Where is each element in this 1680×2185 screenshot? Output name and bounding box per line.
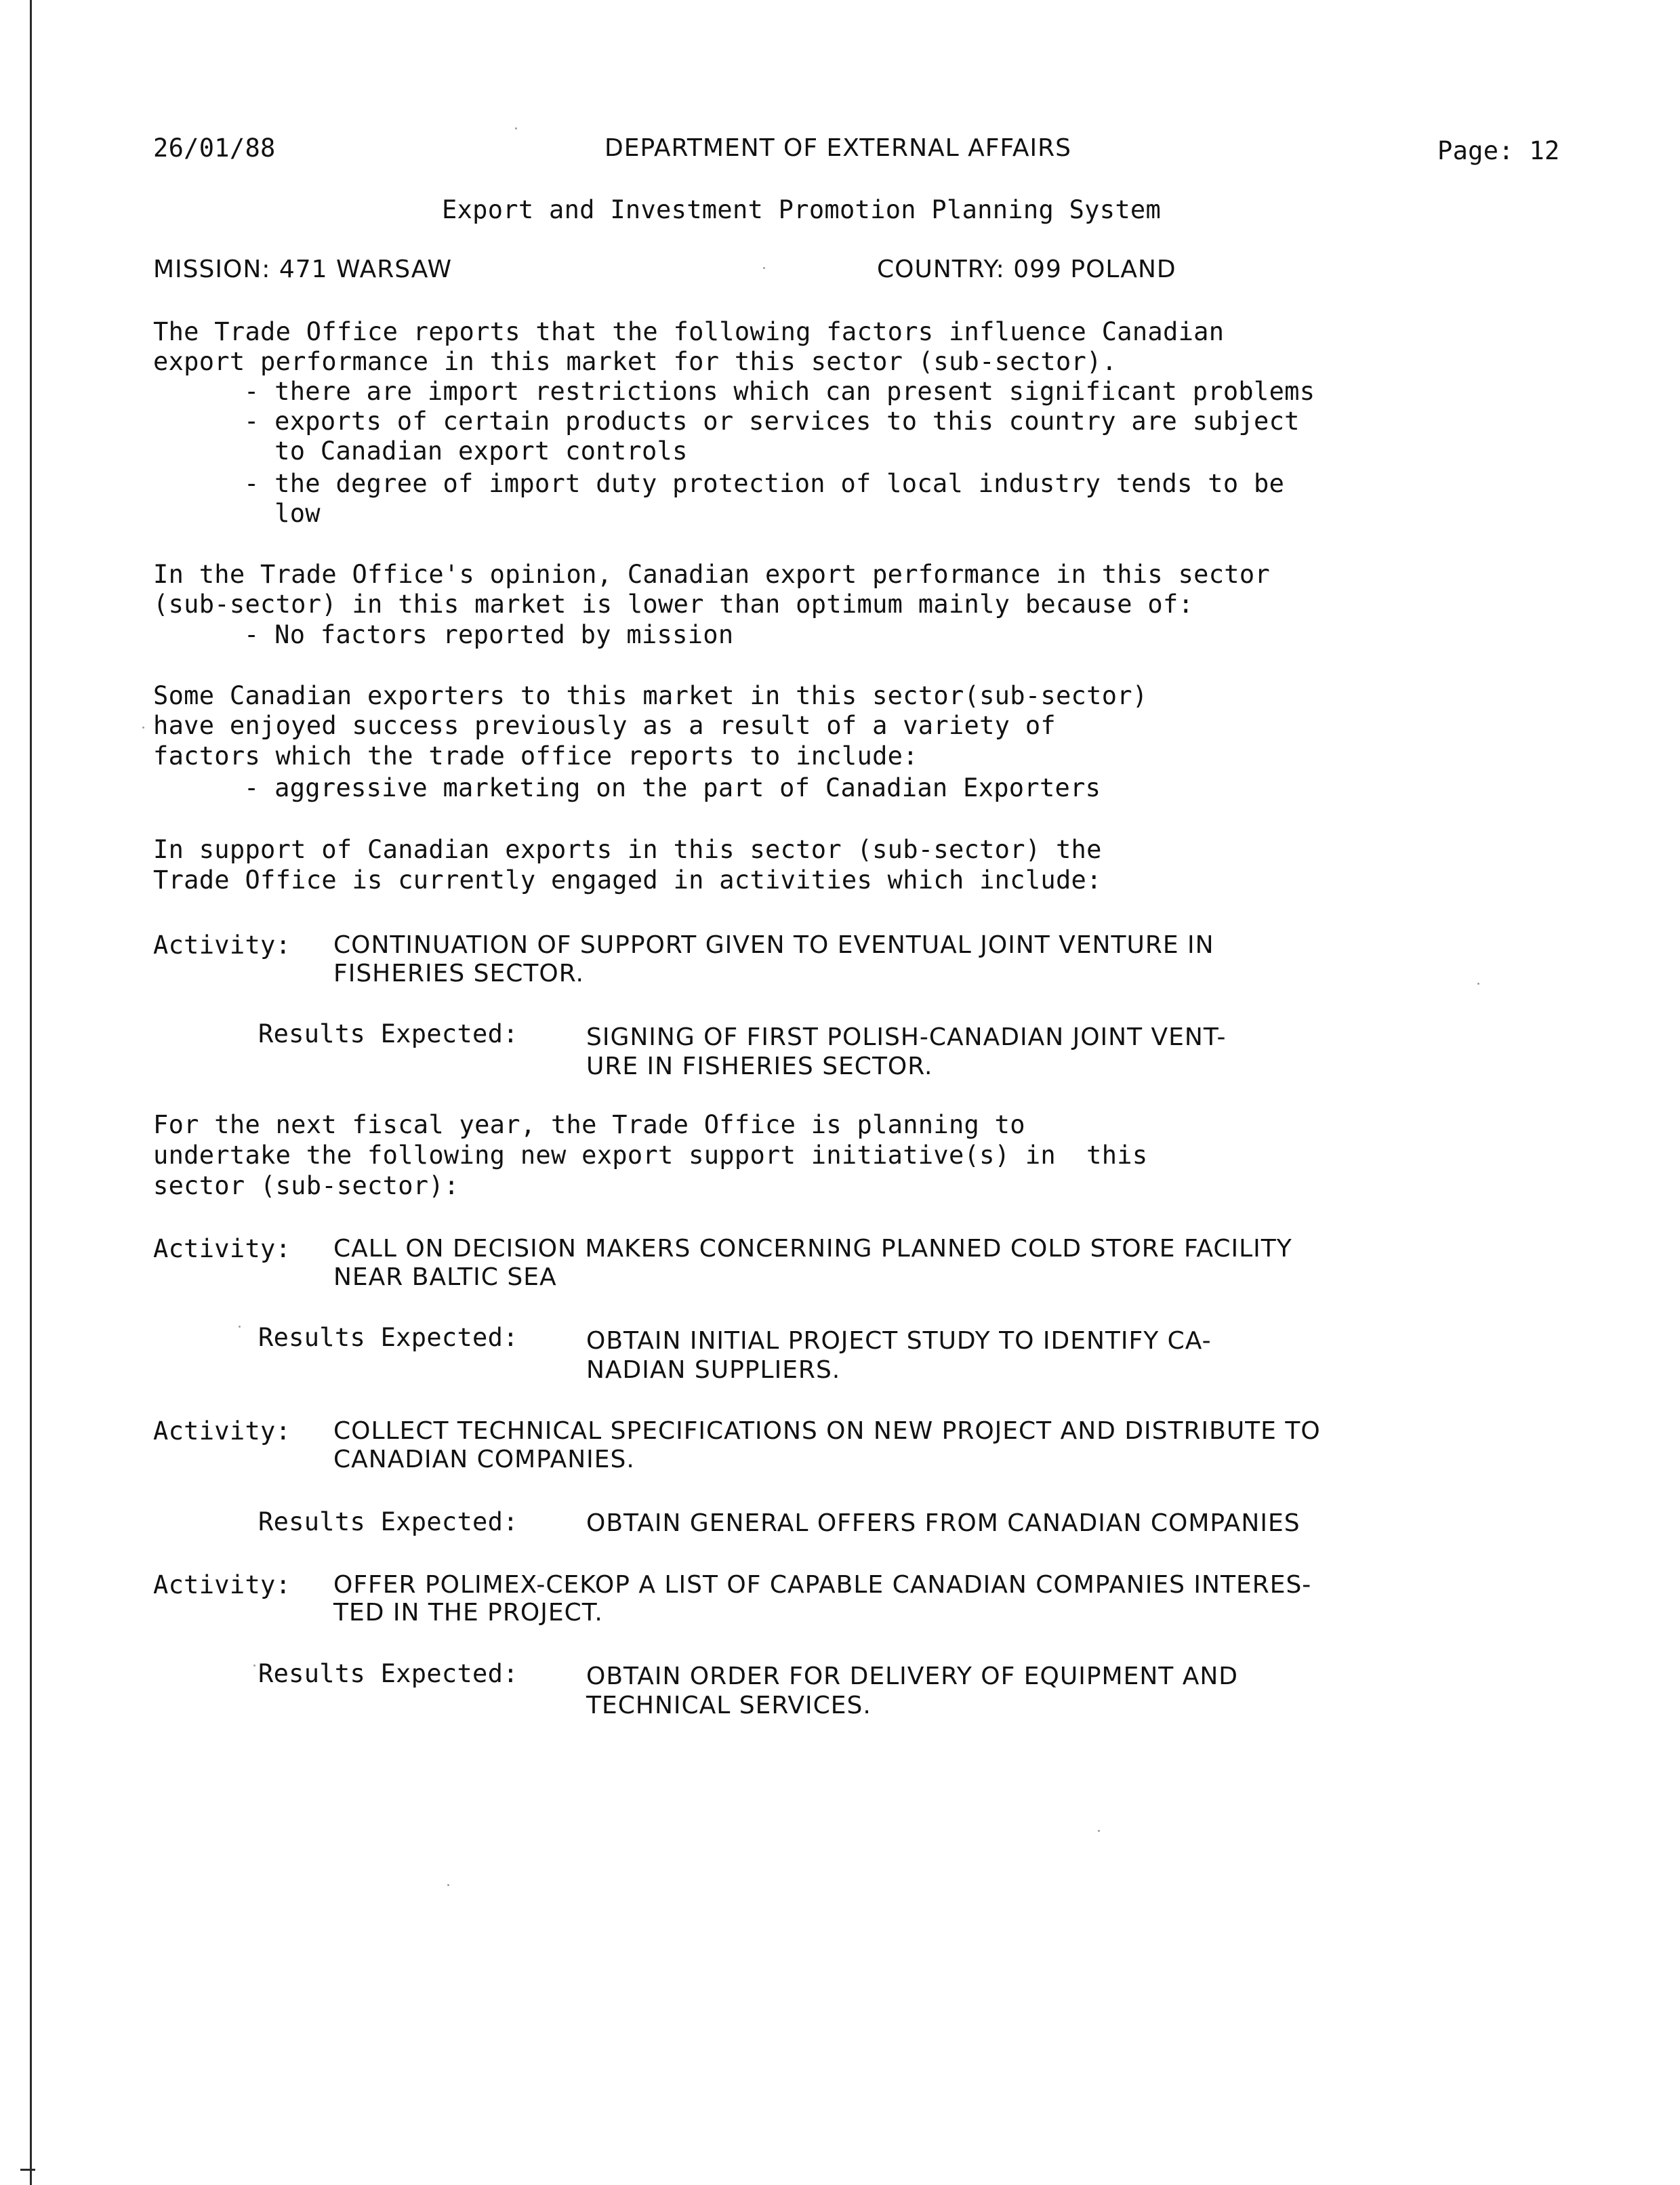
- results-expected-text: TECHNICAL SERVICES.: [586, 1692, 872, 1719]
- report-date: 26/01/88: [153, 134, 276, 163]
- success-intro-line: Some Canadian exporters to this market in this sector(sub-sector): [153, 681, 1148, 710]
- scan-speck: [447, 1884, 449, 1886]
- scan-speck: [239, 1326, 241, 1328]
- department-title: DEPARTMENT OF EXTERNAL AFFAIRS: [605, 134, 1071, 162]
- support-intro-line: Trade Office is currently engaged in activities which include:: [153, 865, 1102, 895]
- activity-text: CALL ON DECISION MAKERS CONCERNING PLANNED COLD STORE FACILITY: [333, 1235, 1292, 1263]
- scan-speck: [1098, 1830, 1100, 1832]
- page-edge-mark: [20, 2169, 35, 2171]
- success-intro-line: factors which the trade office reports to include:: [153, 741, 918, 771]
- scan-speck: [142, 727, 144, 729]
- opinion-list-item: - No factors reported by mission: [244, 620, 734, 649]
- factors-list-item: - the degree of import duty protection of local industry tends to be: [244, 469, 1285, 498]
- opinion-intro-line: (sub-sector) in this market is lower than optimum mainly because of:: [153, 590, 1194, 619]
- activity-text: NEAR BALTIC SEA: [333, 1263, 557, 1291]
- activity-text: CONTINUATION OF SUPPORT GIVEN TO EVENTUAL JOINT VENTURE IN: [333, 931, 1214, 959]
- support-intro-line: In support of Canadian exports in this sector (sub-sector) the: [153, 835, 1102, 864]
- scan-speck: [763, 267, 765, 269]
- results-expected-text: URE IN FISHERIES SECTOR.: [586, 1053, 933, 1080]
- scan-speck: [253, 1665, 255, 1667]
- activity-text: FISHERIES SECTOR.: [333, 960, 584, 987]
- page-number: Page: 12: [1437, 136, 1560, 165]
- results-expected-label: Results Expected:: [258, 1659, 518, 1688]
- scan-speck: [1477, 983, 1479, 985]
- factors-list-item: to Canadian export controls: [244, 436, 688, 466]
- country-label: COUNTRY: 099 POLAND: [877, 256, 1176, 283]
- results-expected-text: OBTAIN GENERAL OFFERS FROM CANADIAN COMPANIES: [586, 1509, 1300, 1537]
- results-expected-text: OBTAIN ORDER FOR DELIVERY OF EQUIPMENT AND: [586, 1662, 1238, 1690]
- next-year-intro-line: sector (sub-sector):: [153, 1171, 459, 1200]
- success-list-item: - aggressive marketing on the part of Canadian Exporters: [244, 773, 1101, 802]
- activity-label: Activity:: [153, 1234, 291, 1263]
- page-left-edge: [30, 0, 32, 2185]
- opinion-intro-line: In the Trade Office's opinion, Canadian export performance in this sector: [153, 560, 1271, 589]
- factors-list-item: - exports of certain products or services to this country are subject: [244, 407, 1300, 436]
- results-expected-label: Results Expected:: [258, 1019, 518, 1048]
- factors-list-item: - there are import restrictions which can present significant problems: [244, 377, 1315, 406]
- activity-text: OFFER POLIMEX-CEKOP A LIST OF CAPABLE CANADIAN COMPANIES INTERES-: [333, 1571, 1312, 1599]
- results-expected-text: NADIAN SUPPLIERS.: [586, 1356, 841, 1384]
- activity-text: COLLECT TECHNICAL SPECIFICATIONS ON NEW PROJECT AND DISTRIBUTE TO: [333, 1417, 1321, 1445]
- activity-text: CANADIAN COMPANIES.: [333, 1446, 635, 1473]
- results-expected-label: Results Expected:: [258, 1323, 518, 1352]
- factors-intro-line: export performance in this market for this sector (sub-sector).: [153, 347, 1118, 376]
- factors-intro-line: The Trade Office reports that the following factors influence Canadian: [153, 317, 1225, 346]
- next-year-intro-line: undertake the following new export support initiative(s) in this: [153, 1141, 1148, 1170]
- activity-label: Activity:: [153, 931, 291, 960]
- results-expected-text: SIGNING OF FIRST POLISH-CANADIAN JOINT VENT-: [586, 1023, 1227, 1051]
- activity-label: Activity:: [153, 1570, 291, 1599]
- results-expected-label: Results Expected:: [258, 1507, 518, 1536]
- results-expected-text: OBTAIN INITIAL PROJECT STUDY TO IDENTIFY CA-: [586, 1327, 1212, 1355]
- activity-text: TED IN THE PROJECT.: [333, 1599, 603, 1627]
- success-intro-line: have enjoyed success previously as a result of a variety of: [153, 711, 1056, 740]
- system-title: Export and Investment Promotion Planning System: [442, 195, 1162, 224]
- next-year-intro-line: For the next fiscal year, the Trade Office is planning to: [153, 1110, 1025, 1139]
- factors-list-item: low: [244, 499, 321, 528]
- mission-label: MISSION: 471 WARSAW: [153, 256, 453, 283]
- scan-speck: [515, 127, 517, 129]
- activity-label: Activity:: [153, 1416, 291, 1446]
